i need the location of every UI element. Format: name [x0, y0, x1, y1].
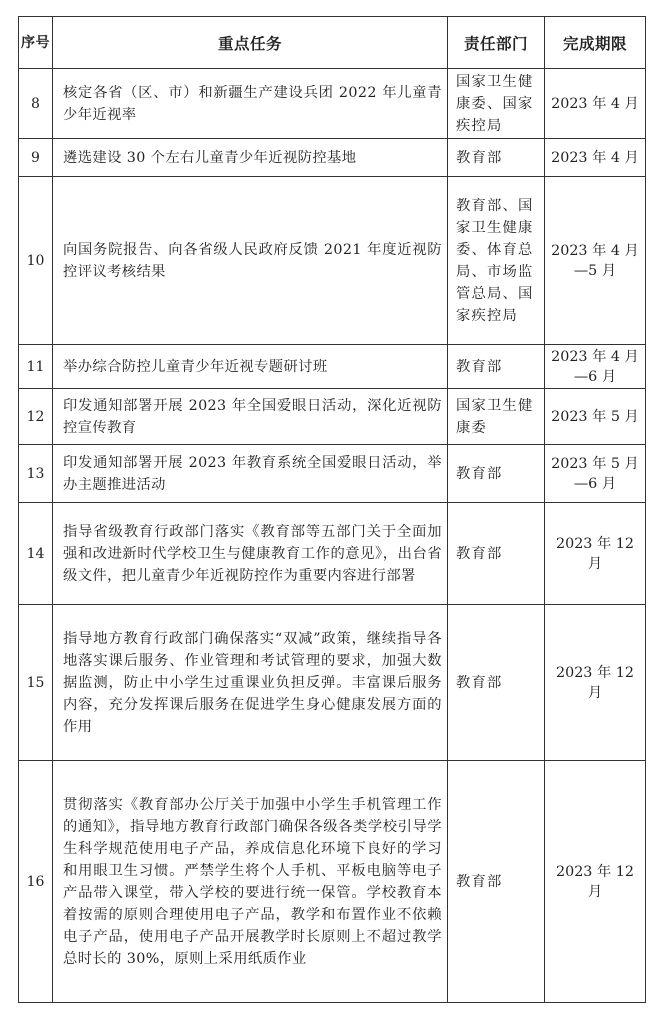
header-responsible-department: 责任部门 — [448, 17, 545, 69]
row-deadline — [545, 69, 646, 139]
row-department: 教育部、国家卫生健康委、体育总局、市场监管总局、国家疾控局 — [448, 177, 545, 345]
row-number: 8 — [19, 69, 53, 139]
table-row — [19, 345, 646, 389]
table-row — [19, 69, 646, 139]
row-deadline-text: 2023 年 4 月 —6 月 — [551, 348, 639, 385]
header-deadline: 完成期限 — [545, 17, 646, 69]
row-deadline-text: 2023 年 12 月 — [556, 863, 634, 900]
row-department: 国家卫生健康委、国家疾控局 — [448, 69, 545, 139]
row-task: 指导省级教育行政部门落实《教育部等五部门关于全面加强和改进新时代学校卫生与健康教育工作的意见》，出台省级文件，把儿童青少年近视防控作为重要内容进行部署 — [53, 503, 448, 605]
row-task: 贯彻落实《教育部办公厅关于加强中小学生手机管理工作的通知》，指导地方教育行政部门确保各级各类学校引导学生科学规范使用电子产品，养成信息化环境下良好的学习和用眼卫生习惯。严禁学生将个人手机、平板电脑等电子产品带入课堂，带入学校的要进行统一保管。学校教育本着按需的原则合理使用电子产品，教学和布置作业不依赖电子产品，使用电子产品开展教学时长原则上不超过教学总时长的 30%，原则上采用纸质作业 — [53, 761, 448, 1003]
row-deadline-text: 2023 年 5 月 — [551, 408, 639, 425]
row-deadline — [545, 761, 646, 1003]
table-row — [19, 445, 646, 503]
row-deadline — [545, 177, 646, 345]
row-deadline-text: 2023 年 12 月 — [556, 535, 634, 572]
row-deadline-text: 2023 年 12 月 — [556, 664, 634, 701]
key-tasks-table — [18, 16, 646, 1003]
row-department: 教育部 — [448, 605, 545, 761]
table-row — [19, 761, 646, 1003]
row-task: 指导地方教育行政部门确保落实“双减”政策，继续指导各地落实课后服务、作业管理和考试管理的要求，加强大数据监测，防止中小学生过重课业负担反弹。丰富课后服务内容，充分发挥课后服务在促进学生身心健康发展方面的作用 — [53, 605, 448, 761]
row-deadline — [545, 345, 646, 389]
row-number: 10 — [19, 177, 53, 345]
row-department: 国家卫生健康委 — [448, 389, 545, 445]
table-row — [19, 503, 646, 605]
table-row — [19, 389, 646, 445]
row-number: 13 — [19, 445, 53, 503]
row-deadline — [545, 503, 646, 605]
row-department: 教育部 — [448, 345, 545, 389]
row-deadline — [545, 445, 646, 503]
row-number: 15 — [19, 605, 53, 761]
row-number: 9 — [19, 139, 53, 177]
table-header-row — [19, 17, 646, 69]
row-number: 12 — [19, 389, 53, 445]
row-task: 印发通知部署开展 2023 年教育系统全国爱眼日活动，举办主题推进活动 — [53, 445, 448, 503]
row-department: 教育部 — [448, 761, 545, 1003]
row-department: 教育部 — [448, 139, 545, 177]
row-deadline-text: 2023 年 4 月 — [551, 149, 639, 166]
row-deadline — [545, 389, 646, 445]
row-deadline-text: 2023 年 4 月 — [551, 95, 639, 112]
table-row — [19, 177, 646, 345]
row-department: 教育部 — [448, 445, 545, 503]
row-task: 遴选建设 30 个左右儿童青少年近视防控基地 — [53, 139, 448, 177]
row-department: 教育部 — [448, 503, 545, 605]
row-deadline-text: 2023 年 5 月 —6 月 — [551, 455, 639, 492]
table-row — [19, 139, 646, 177]
row-task: 向国务院报告、向各省级人民政府反馈 2021 年度近视防控评议考核结果 — [53, 177, 448, 345]
row-number: 11 — [19, 345, 53, 389]
row-deadline — [545, 139, 646, 177]
header-key-task: 重点任务 — [53, 17, 448, 69]
row-deadline — [545, 605, 646, 761]
row-number: 14 — [19, 503, 53, 605]
row-task: 印发通知部署开展 2023 年全国爱眼日活动，深化近视防控宣传教育 — [53, 389, 448, 445]
header-serial-number: 序号 — [19, 17, 53, 69]
row-task: 举办综合防控儿童青少年近视专题研讨班 — [53, 345, 448, 389]
row-number: 16 — [19, 761, 53, 1003]
row-task: 核定各省（区、市）和新疆生产建设兵团 2022 年儿童青少年近视率 — [53, 69, 448, 139]
table-row — [19, 605, 646, 761]
row-deadline-text: 2023 年 4 月 —5 月 — [551, 242, 639, 279]
